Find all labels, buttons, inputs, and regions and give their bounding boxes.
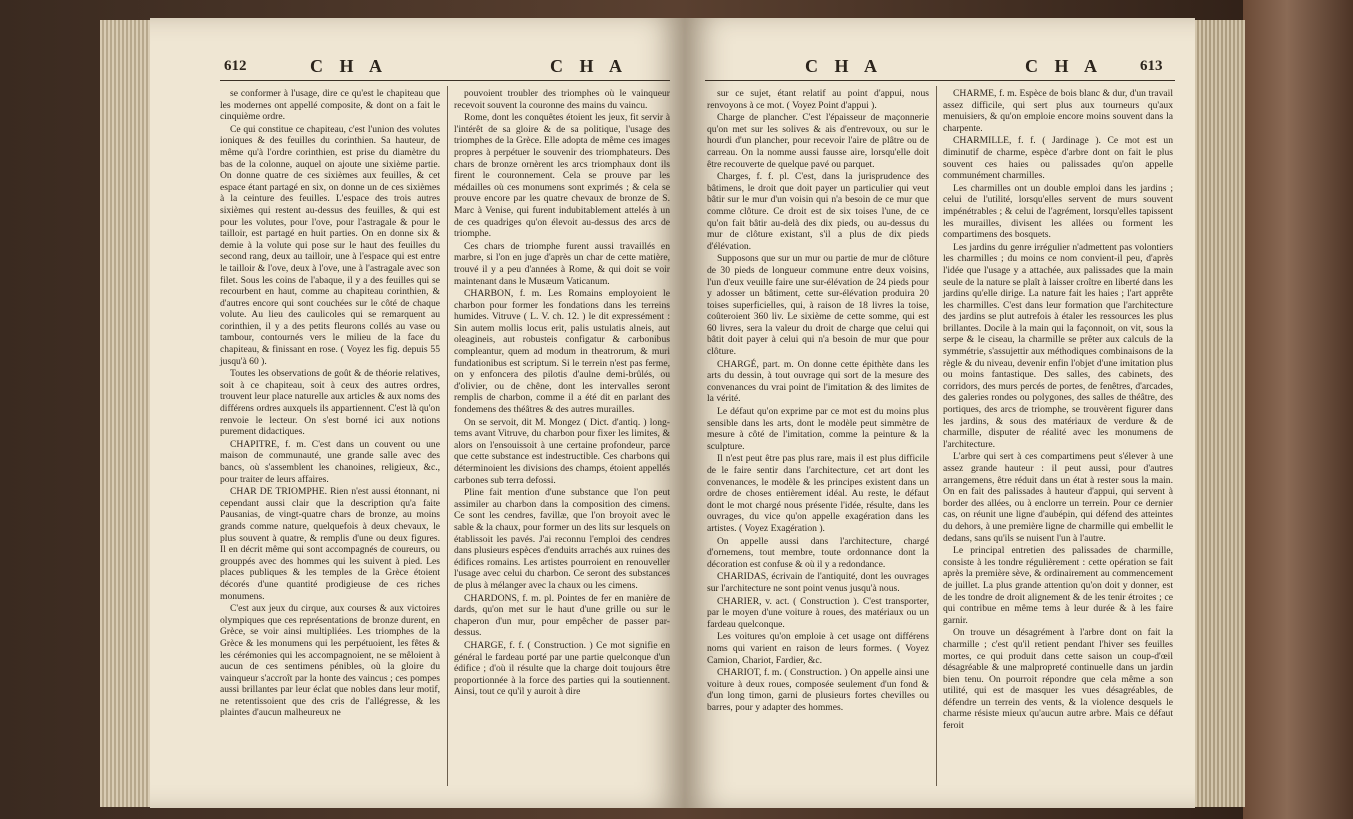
left-column-divider — [447, 86, 448, 786]
paragraph: On appelle aussi dans l'architecture, chargé d'ornemens, tout membre, toute ordonnance dont la décoration est confuse & où il y a redondance. — [707, 535, 929, 570]
paragraph: Le principal entretien des palissades de charmille, consiste à les tondre régulièrement : cette opération se fait après la première sève, & ordinairement au commencement de juillet. La plus grande attention qu'on doit y donner, est de les tondre de droit alignement & de les tenir étroites ; ce qui contribue en même tems à leur durée & à les faire garnir. — [943, 545, 1173, 626]
paragraph: On trouve un désagrément à l'arbre dont on fait la charmille ; c'est qu'il retient pendant l'hiver ses feuilles mortes, ce qui produit dans cette saison un coup-d'œil désagréable & une malpropreté continuelle dans un jardin bien tenu. On pourroit répondre que cela même a son utilité, qui est de masquer les vues désagréables, de défendre un terrein des vents, & la violence desquels le charme résiste mieux qu'aucun autre arbre. Mais ce défaut feroit — [943, 627, 1173, 732]
paragraph: Pline fait mention d'une substance que l'on peut assimiler au charbon dans la composition des cimens. Ce sont les cendres, favillæ, que l'on broyoit avec le sable & la chaux, pour former un des lits sur lesquels on établissoit les pavés. J'ai reconnu l'emploi des cendres dans plusieurs espèces d'enduits arrachés aux ruines des édifices romains. Les artistes pourroient en renouveller l'usage avec celui du charbon. Ce seront des substances de plus à mélanger avec la chaux ou les cimens. — [454, 487, 670, 591]
paragraph: Rome, dont les conquêtes étoient les jeux, fit servir à l'intérêt de sa gloire & de sa politique, l'usage des triomphes de la Grèce. Elle adopta de même ces images propres à perpétuer le souvenir des triomphateurs. Des chars de bronze ornèrent les arcs triomphaux dont ils firent le couronnement. Cela se prouve par les médailles où ces monumens sont exprimés ; & cela se prouve encore par les quatre chevaux de bronze de S. Marc à Venise, qui furent indubitablement attelés à un de ces quadriges qu'on élevoit au-dessus des arcs de triomphe. — [454, 112, 670, 240]
left-column-1 — [220, 88, 440, 720]
paragraph: C'est aux jeux du cirque, aux courses & aux victoires olympiques que ces représentations de bronze durent, en Grèce, se voir ainsi multipliées. Les triomphes de la Grèce & les monumens qui les perpétuoient, les fêtes & les cérémonies qui les accompagnoient, ne se mêloient à aucun de ces sentimens pénibles, où la gloire du vainqueur s'accroît par la honte des vaincus ; ces pompes aussi brillantes par leur éclat que nobles dans leur motif, ne retentissoient que des cris de l'allégresse, & les plaintes d'aucun malheureux ne — [220, 603, 440, 719]
paragraph: L'arbre qui sert à ces compartimens peut s'élever à une assez grande hauteur : il peut aussi, pour d'autres arrangemens, être réduit dans un état à rester sous la main. On en fait des palissades à hauteur d'appui, qui servent à border des allées, ou à enclorre un terrein. Pour ce dernier cas, on réunit une ligne d'aubépin, qui défend des atteintes du dehors, à une première ligne de charmille qui embellit le dedans, sans qu'ils se nuisent l'un à l'autre. — [943, 451, 1173, 544]
paragraph: CHAPITRE, f. m. C'est dans un couvent ou une maison de communauté, une grande salle avec des bancs, où s'assemblent les chanoines, religieux, &c., pour traiter de leurs affaires. — [220, 438, 440, 485]
paragraph: CHARGE, f. f. ( Construction. ) Ce mot signifie en général le fardeau porté par une partie quelconque d'un édifice ; d'où il résulte que la charge doit toujours être proportionnée à la force des parties qui la soutiennent. Ainsi, tout ce qu'il y auroit à dire — [454, 639, 670, 698]
paragraph: pouvoient troubler des triomphes où le vainqueur recevoit souvent la couronne des mains du vaincu. — [454, 88, 670, 111]
paragraph: Supposons que sur un mur ou partie de mur de clôture de 30 pieds de longueur commune entre deux voisins, l'un d'eux veuille faire une sur-élévation de 24 pieds pour y adosser un bâtiment, cette sur-élévation produira 20 toises superficielles, qui, à raison de 18 livres la toise, coûteroient 360 liv. Le sixième de cette somme, qui est 60 livres, sera la valeur du droit de charge que celui qui bâtit doit payer à celui qui n'a besoin de mur que pour clôture. — [707, 253, 929, 358]
right-header-rule — [705, 80, 1175, 81]
paragraph: Ce qui constitue ce chapiteau, c'est l'union des volutes ioniques & des feuilles du corinthien. Sa hauteur, de même qu'à l'ordre corinthien, est prise du diamètre du bas de la colonne, auquel on ajoute une sixième partie. On donne quatre de ces sixièmes aux feuilles, & cet espace étant partagé en six, on donne un de ces sixièmes à la ceinture des feuilles. L'espace des trois autres sixièmes qui restent au-dessus des feuilles, & qui est pour les volutes, pour l'ove, pour l'astragale & pour le tailloir, est partagé en huit parties. On en donne six & demie à la volute qui pose sur le haut des feuilles du second rang, deux au tailloir, une à l'espace qui est entre le tailloir & l'ove, deux à l'ove, une à l'astragale avec son filet. Sous les coins de l'abaque, il y a des feuilles qui se recourbent en haut, comme au chapiteau corinthien, & d'autres encore qui sont couchées sur le côté de chaque volute. Au lieu des caulicoles qui se remarquent au corinthien, il y a des petits fleurons collés au vase ou tambour, contournés vers le milieu de la face du chapiteau, & finissant en rose. ( Voyez les fig. depuis 55 jusqu'à 60 ). — [220, 123, 440, 367]
right-page-number: 613 — [1140, 58, 1163, 74]
left-header-right: C H A — [550, 56, 629, 76]
left-column-2 — [454, 88, 670, 699]
right-column-divider — [936, 86, 937, 786]
paragraph: CHAR DE TRIOMPHE. Rien n'est aussi étonnant, ni cependant aussi clair que la description qu'a faite Pausanias, de vingt-quatre chars de bronze, au moins grands comme nature, quelquefois à deux chevaux, le plus souvent à quatre, & remplis d'une ou deux figures. Il en décrit même qui sont accompagnés de coureurs, ou grouppés avec des hommes qui les suivent à pied. Les places publiques & les temples de la Grèce étoient décorés d'une quantité prodigieuse de ces riches monumens. — [220, 486, 440, 602]
paragraph: Toutes les observations de goût & de théorie relatives, soit à ce chapiteau, soit à ceux des autres ordres, trouvent leur place naturelle aux articles & aux noms des différens ordres auxquels ils appartiennent. C'est là qu'on renvoie le lecteur. On s'est borné ici aux notions purement didactiques. — [220, 368, 440, 438]
paragraph: Les voitures qu'on emploie à cet usage ont différens noms qui varient en raison de leurs formes. ( Voyez Camion, Chariot, Fardier, &c. — [707, 631, 929, 666]
paragraph: CHARGÉ, part. m. On donne cette épithète dans les arts du dessin, à tout ouvrage qui sort de la mesure des convenances du vrai point de l'imitation & des limites de la vérité. — [707, 358, 929, 405]
right-header-right: C H A — [1025, 56, 1104, 76]
paragraph: CHARIDAS, écrivain de l'antiquité, dont les ouvrages sur l'architecture ne sont point venus jusqu'à nous. — [707, 571, 929, 594]
paragraph: Il n'est peut être pas plus rare, mais il est plus difficile de le faire sentir dans l'architecture, cet art dont les convenances, le modèle & les principes existent dans un ordre de choses entièrement idéal. Au reste, le défaut dont le mot chargé nous présente l'idée, résulte, dans les ouvrages, du vice qu'on appelle exagération dans les artistes. ( Voyez Exagération ). — [707, 453, 929, 534]
book-cover-right — [1243, 0, 1353, 819]
paragraph: sur ce sujet, étant relatif au point d'appui, nous renvoyons à ce mot. ( Voyez Point d'appui ). — [707, 88, 929, 111]
paragraph: On se servoit, dit M. Mongez ( Dict. d'antiq. ) long-tems avant Vitruve, du charbon pour fixer les limites, & alors on l'ensouissoit à une certaine profondeur, parce que cette substance est indestructible. Ces charbons qui déterminoient les divisions des champs, étoient appellés carbones sub terra defossi. — [454, 416, 670, 486]
left-page-number: 612 — [224, 58, 247, 74]
paragraph: Charges, f. f. pl. C'est, dans la jurisprudence des bâtimens, le droit que doit payer un particulier qui veut bâtir sur le mur d'un voisin qui n'a besoin de ce mur que comme clôture. Ce droit est de six toises l'une, de ce qu'on fait bâtir au-delà des dix pieds, ou au-dessus du mur de clôture existant, s'il a plus de dix pieds d'élévation. — [707, 171, 929, 252]
left-page — [150, 18, 685, 808]
paragraph: Charge de plancher. C'est l'épaisseur de maçonnerie qu'on met sur les solives & ais d'entrevoux, ou sur le hourdi d'un plancher, pour recevoir l'aire de plâtre ou de carreau. On la nomme aussi fausse aire, lorsqu'elle doit être recouverte de quelque pavé ou parquet. — [707, 112, 929, 170]
paragraph: Les jardins du genre irrégulier n'admettent pas volontiers les charmilles ; du moins ce nom convient-il peu, d'après l'idée que l'usage y a attachée, aux palissades que la main seule de la nature se plaît à laisser croître en liberté dans les jardins qu'elle dirige. La nature fait les haies ; l'art apprête les charmilles. C'est dans leur formation que l'architecture des jardins se plut autrefois à étaler les ressources les plus brillantes. Docile à la main qui la façonnoit, on vit, sous la serpe & le ciseau, la charmille se prêter aux calculs de la symmétrie, s'assujettir aux méthodiques combinaisons de la règle & du niveau, devenir enfin l'objet d'une imitation plus ou moins fantastique. Des salles, des cabinets, des corridors, des murs percés de portes, de fenêtres, d'arcades, des galeries rondes ou polygones, des salles de théâtre, des portiques, des arcs de triomphe, se trouvèrent figurer dans les jardins, & sous des matériaux de verdure & de charmille, disputer de réalité avec les monumens de l'architecture. — [943, 241, 1173, 450]
right-page — [685, 18, 1195, 808]
left-header-left: C H A — [310, 56, 389, 76]
paragraph: Les charmilles ont un double emploi dans les jardins ; celui de l'utilité, lorsqu'elles servent de murs souvent impénétrables ; & celui de l'agrément, lorsqu'elles tapissent les murailles, divisent les allées ou forment les compartimens des bosquets. — [943, 182, 1173, 241]
paragraph: CHARDONS, f. m. pl. Pointes de fer en manière de dards, qu'on met sur le haut d'une grille ou sur le chaperon d'un mur, pour empêcher de passer par-dessus. — [454, 592, 670, 639]
paragraph: CHARME, f. m. Espèce de bois blanc & dur, d'un travail assez difficile, qui sert plus aux tourneurs qu'aux menuisiers, & qu'on emploie encore moins souvent dans la charpente. — [943, 88, 1173, 134]
paragraph: Ces chars de triomphe furent aussi travaillés en marbre, si l'on en juge d'après un char de cette matière, trouvé il y a peu d'années à Rome, & qui doit se voir maintenant dans le Musæum Vaticanum. — [454, 240, 670, 287]
paragraph: CHARIER, v. act. ( Construction ). C'est transporter, par le moyen d'une voiture à roues, des matériaux ou un fardeau quelconque. — [707, 595, 929, 630]
paragraph: Le défaut qu'on exprime par ce mot est du moins plus sensible dans les arts, dont le modèle peut simmètre de mesure à côté de l'imitation, comme la peinture & la sculpture. — [707, 406, 929, 452]
right-column-1 — [707, 88, 929, 714]
paragraph: CHARBON, f. m. Les Romains employoient le charbon pour former les fondations dans les terreins humides. Vitruve ( L. V. ch. 12. ) le dit expressément : Sin autem mollis locus erit, palis ustulatis alneis, aut oleagineis, aut robusteis configatur & carbonibus compleantur, quem ad modum in theatrorum, & muri fundationibus est scriptum. Si le terrein n'est pas ferme, on y enfoncera des pilotis d'aulne demi-brûlés, ou d'olivier, ou de chêne, dont les intervalles seront remplis de charbon, comme il a été dit en parlant des fondemens des théâtres & des autres murailles. — [454, 288, 670, 416]
paragraph: CHARIOT, f. m. ( Construction. ) On appelle ainsi une voiture à deux roues, composée seulement d'un fond & d'un long timon, garni de plusieurs fortes chevilles ou barres, pour y adapter des hommes. — [707, 667, 929, 713]
right-column-2 — [943, 88, 1173, 733]
paragraph: se conformer à l'usage, dire ce qu'est le chapiteau que les modernes ont appellé composite, & dont on a fait le cinquième ordre. — [220, 88, 440, 123]
paragraph: CHARMILLE, f. f. ( Jardinage ). Ce mot est un diminutif de charme, espèce d'arbre dont on fait le plus souvent ces haies ou palissades qu'on appelle communément charmilles. — [943, 135, 1173, 182]
left-header-rule — [220, 80, 670, 81]
right-header-left: C H A — [805, 56, 884, 76]
